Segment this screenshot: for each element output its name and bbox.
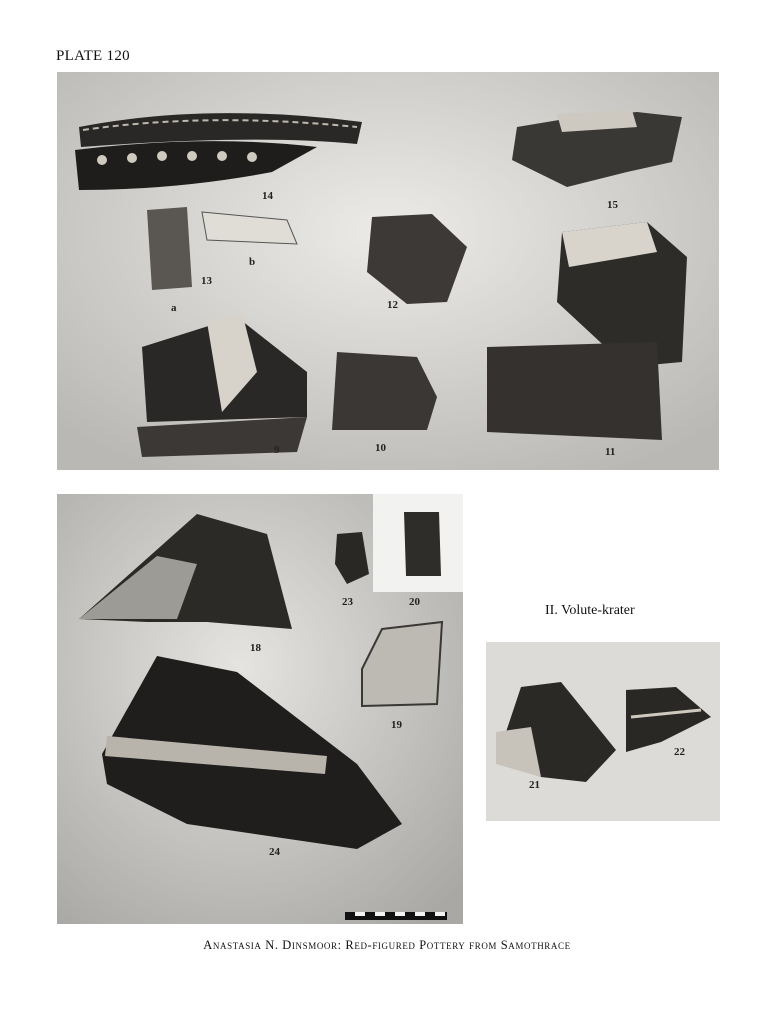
bottom-right-photograph — [486, 642, 720, 821]
label-10: 10 — [375, 442, 386, 454]
caption-volute-krater: II. Volute-krater — [545, 603, 635, 618]
label-23: 23 — [342, 596, 353, 608]
label-15: 15 — [607, 199, 618, 211]
label-11: 11 — [605, 446, 616, 458]
label-18: 18 — [250, 642, 261, 654]
page-footer: Anastasia N. Dinsmoor: Red-figured Pottery from Samothrace — [203, 938, 571, 952]
label-19: 19 — [391, 719, 402, 731]
label-a: a — [171, 302, 177, 314]
label-9: 9 — [274, 444, 280, 456]
plate-label: PLATE 120 — [56, 48, 130, 64]
bottom-left-photograph — [57, 494, 463, 924]
sherd-20 — [404, 512, 441, 576]
label-20: 20 — [409, 596, 420, 608]
label-12: 12 — [387, 299, 398, 311]
label-21: 21 — [529, 779, 540, 791]
top-photograph — [57, 72, 719, 470]
label-24: 24 — [269, 846, 280, 858]
scale-bar — [345, 912, 447, 920]
label-b: b — [249, 256, 256, 268]
sherd-13 — [147, 207, 192, 290]
label-14: 14 — [262, 190, 273, 202]
label-13: 13 — [201, 275, 212, 287]
label-22: 22 — [674, 746, 685, 758]
